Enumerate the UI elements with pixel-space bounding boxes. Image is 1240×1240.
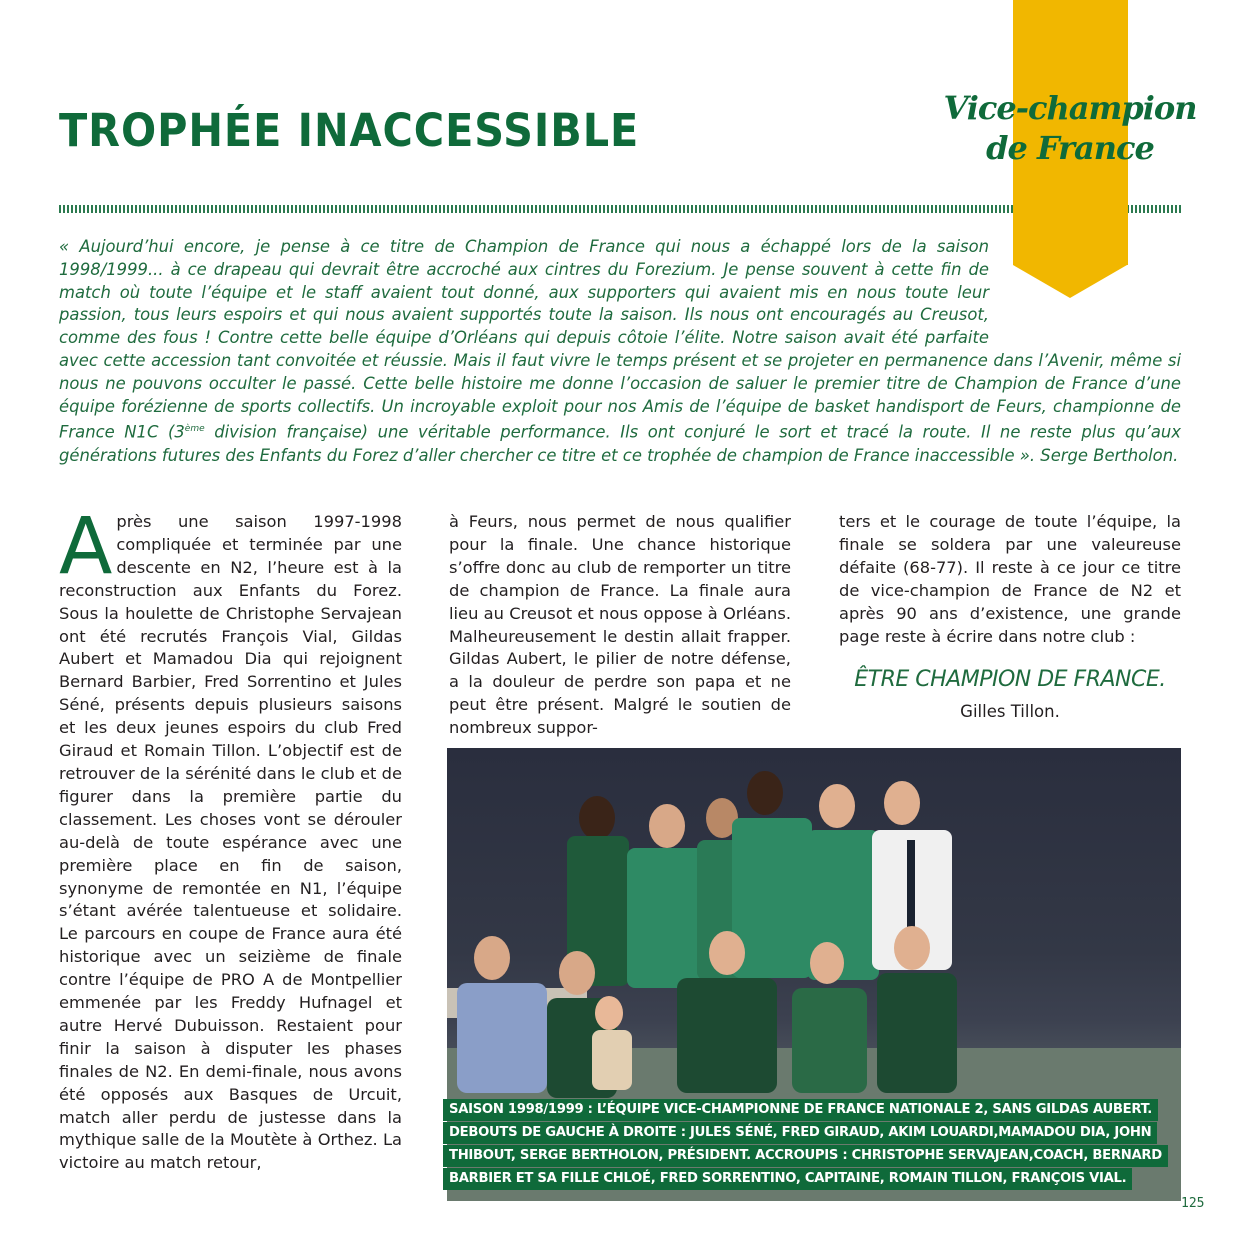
standing-players (567, 771, 952, 988)
caption-line: THIBOUT, SERGE BERTHOLON, PRÉSIDENT. ACCROUPIS : CHRISTOPHE SERVAJEAN,COACH, BERNARD (443, 1145, 1168, 1167)
quote-text-1: « Aujourd’hui encore, je pense à ce titre de Champion de France qui nous a échappé lors de la saison 1998/1999... à ce drapeau qui devrait être accroché aux cintres du Forezium. Je pense souvent à cette fin de match où toute l’équipe et le staff avaient tout donné, aux supporters qui avaient mis en nous toute leur passion, tous leurs espoirs et qui nous avaient supportés toute la saison. Ils nous ont encouragés au Creusot, comme des fous ! Contre cette belle équipe d’Orléans qui depuis côtoie l’élite. Notre saison avait été parfaite avec cette accession tant convoitée et réussie. Mais il faut vivre le temps présent et se projeter en permanence dans l’Avenir, même si nous ne pouvons occulter le passé. Cette belle histoire me donne l’occasion de saluer le premier titre de Champion de France d’une équipe forézienne de sports collectifs. Un incroyable exploit pour nos Amis de l’équipe de basket handisport de Feurs, championne de France N1C (3 (59, 237, 1181, 442)
slogan: ÊTRE CHAMPION DE FRANCE. (854, 667, 1166, 692)
ribbon-wrap-space (989, 236, 1181, 334)
page-title: TROPHÉE INACCESSIBLE (59, 104, 640, 157)
caption-line: DEBOUTS DE GAUCHE À DROITE : JULES SÉNÉ, FRED GIRAUD, AKIM LOUARDI,MAMADOU DIA, JOHN (443, 1122, 1157, 1144)
quote-text-2: division française) une véritable performance. Ils ont conjuré le sort et tracé la route. Il ne reste plus qu’aux générations futures des Enfants du Forez d’aller chercher ce titre et ce trophée de champion de France inaccessible ». Serge Bertholon. (59, 422, 1182, 465)
article-column-3: ters et le courage de toute l’équipe, la finale se soldera par une valeureuse défaite (68-77). Il reste à ce jour ce titre de vice-champion de France de N2 et après 90 ans d’existence, une grande page reste à écrire dans notre club : (839, 512, 1181, 646)
section-badge (935, 88, 1205, 168)
signature: Gilles Tillon. (960, 702, 1060, 721)
quote-superscript: ème (184, 424, 205, 435)
badge-line-2: de France (986, 129, 1154, 167)
badge-line-1: Vice-champion (943, 89, 1197, 127)
drop-cap: A (59, 502, 113, 592)
caption-line: BARBIER ET SA FILLE CHLOÉ, FRED SORRENTINO, CAPITAINE, ROMAIN TILLON, FRANÇOIS VIAL. (443, 1168, 1132, 1190)
page-number: 125 (1181, 1196, 1205, 1211)
caption-line: SAISON 1998/1999 : L’ÉQUIPE VICE-CHAMPIONNE DE FRANCE NATIONALE 2, SANS GILDAS AUBERT. (443, 1099, 1158, 1121)
article-column-2: à Feurs, nous permet de nous qualifier pour la finale. Une chance historique s’offre donc au club de remporter un titre de champion de France. La finale aura lieu au Creusot et nous oppose à Orléans. Malheureusement le destin allait frapper. Gildas Aubert, le pilier de notre défense, a la douleur de perdre son papa et ne peut être présent. Malgré le soutien de nombreux suppor- (449, 512, 791, 738)
article-column-1 (59, 502, 402, 1175)
photo-caption (443, 1099, 1168, 1191)
column-1-text: près une saison 1997-1998 compliquée et terminée par une descente en N2, l’heure est à la reconstruction aux Enfants du Forez. Sous la houlette de Christophe Servajean ont été recrutés François Vial, Gildas Aubert et Mamadou Dia qui rejoignent Bernard Barbier, Fred Sorrentino et Jules Séné, présents depuis plusieurs saisons et les deux jeunes espoirs du club Fred Giraud et Romain Tillon. L’objectif est de retrouver de la sérénité dans le club et de figurer dans la première partie du classement. Les choses vont se dérouler au-delà de toute espérance avec une première place en fin de saison, synonyme de remontée en N1, l’équipe s’étant avérée talentueuse et solidaire. Le parcours en coupe de France aura été historique avec un seizième de finale contre l’équipe de PRO A de Montpellier emmenée par les Freddy Hufnagel et autre Hervé Dubuisson. Restaient pour finir la saison à disputer les phases finales de N2. En demi-finale, nous avons été opposés aux Basques de Urcuit, match aller perdu de justesse dans la mythique salle de la Moutète à Orthez. La victoire au match retour, (59, 512, 402, 1173)
ribbon-overlap (1013, 200, 1128, 216)
intro-quote (59, 236, 1181, 467)
